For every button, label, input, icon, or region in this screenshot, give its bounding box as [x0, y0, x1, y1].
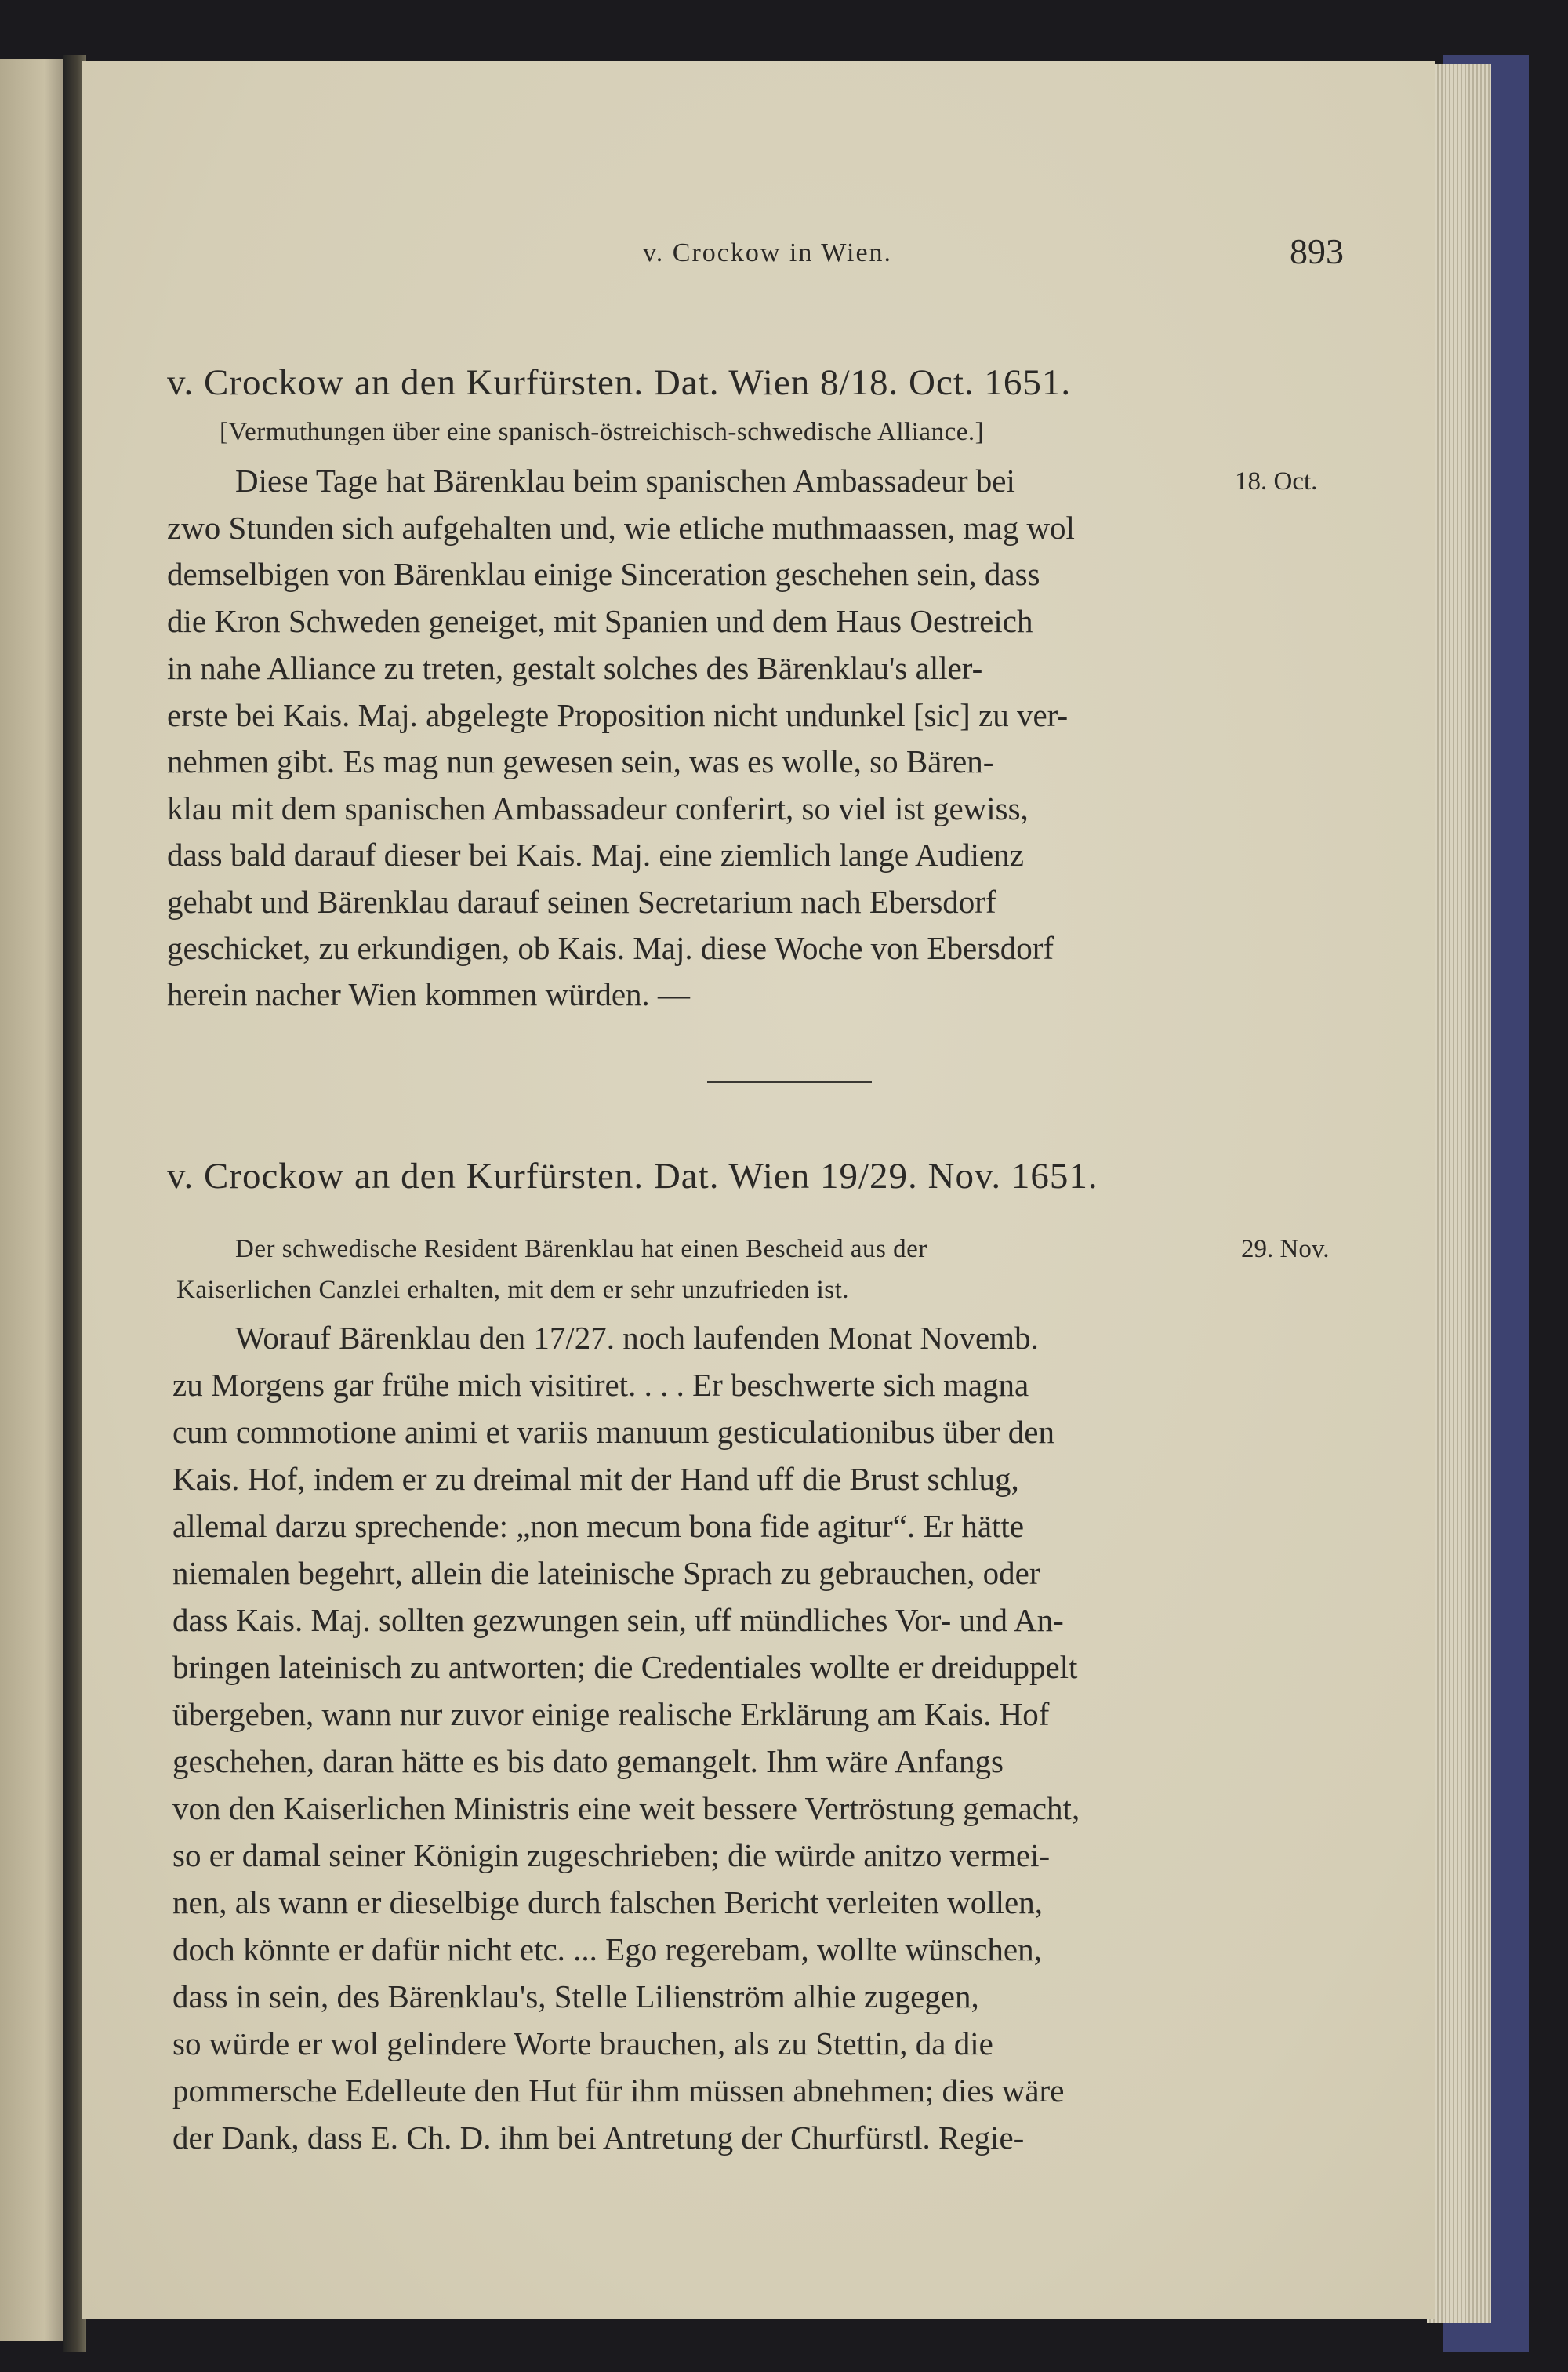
letter-2-line: so er damal seiner Königin zugeschrieben; die würde anitzo vermei-: [172, 1837, 1051, 1873]
section-separator: [707, 1081, 872, 1083]
letter-1-summary: [Vermuthungen über eine spanisch-östreichisch-schwedische Alliance.]: [220, 418, 985, 446]
letter-1-margin-date: 18. Oct.: [1235, 467, 1318, 496]
letter-1-line: Diese Tage hat Bärenklau beim spanischen Ambassadeur bei: [235, 463, 1015, 499]
letter-2-line: Kais. Hof, indem er zu dreimal mit der Hand uff die Brust schlug,: [172, 1461, 1019, 1497]
letter-2-line: zu Morgens gar frühe mich visitiret. . . . Er beschwerte sich magna: [172, 1367, 1029, 1403]
letter-2-summary-line: Kaiserlichen Canzlei erhalten, mit dem er sehr unzufrieden ist.: [176, 1276, 850, 1304]
letter-2-line: Worauf Bärenklau den 17/27. noch laufenden Monat Novemb.: [235, 1320, 1039, 1356]
letter-2-line: cum commotione animi et variis manuum gesticulationibus über den: [172, 1414, 1054, 1450]
letter-2-heading: v. Crockow an den Kurfürsten. Dat. Wien 19/29. Nov. 1651.: [167, 1156, 1098, 1197]
letter-1-line: geschicket, zu erkundigen, ob Kais. Maj. diese Woche von Ebersdorf: [167, 930, 1054, 966]
letter-2-line: bringen lateinisch zu antworten; die Credentiales wollte er dreiduppelt: [172, 1649, 1078, 1685]
letter-1-line: klau mit dem spanischen Ambassadeur conferirt, so viel ist gewiss,: [167, 790, 1029, 826]
letter-1-line: dass bald darauf dieser bei Kais. Maj. eine ziemlich lange Audienz: [167, 837, 1024, 873]
letter-2-line: dass Kais. Maj. sollten gezwungen sein, uff mündliches Vor- und An-: [172, 1602, 1064, 1638]
letter-2-line: pommersche Edelleute den Hut für ihm müssen abnehmen; dies wäre: [172, 2072, 1065, 2109]
letter-2-line: niemalen begehrt, allein die lateinische Sprach zu gebrauchen, oder: [172, 1555, 1040, 1591]
letter-2-line: der Dank, dass E. Ch. D. ihm bei Antretung der Churfürstl. Regie-: [172, 2120, 1025, 2156]
letter-2-summary-line: Der schwedische Resident Bärenklau hat einen Bescheid aus der: [235, 1235, 927, 1263]
running-head-title: v. Crockow in Wien.: [643, 238, 893, 267]
letter-1-line: erste bei Kais. Maj. abgelegte Proposition nicht undunkel [sic] zu ver-: [167, 697, 1069, 733]
letter-2-line: dass in sein, des Bärenklau's, Stelle Lilienström alhie zugegen,: [172, 1978, 979, 2014]
letter-2-line: von den Kaiserlichen Ministris eine weit bessere Vertröstung gemacht,: [172, 1790, 1080, 1826]
letter-2-line: geschehen, daran hätte es bis dato gemangelt. Ihm wäre Anfangs: [172, 1743, 1004, 1779]
letter-2-line: so würde er wol gelindere Worte brauchen, als zu Stettin, da die: [172, 2025, 993, 2061]
letter-1-line: in nahe Alliance zu treten, gestalt solches des Bärenklau's aller-: [167, 650, 983, 686]
letter-1-line: gehabt und Bärenklau darauf seinen Secretarium nach Ebersdorf: [167, 884, 996, 920]
page-number: 893: [1290, 231, 1344, 271]
letter-2-line: nen, als wann er dieselbige durch falschen Bericht verleiten wollen,: [172, 1884, 1044, 1920]
page-stack-edge: [1427, 64, 1491, 2323]
letter-1-line: zwo Stunden sich aufgehalten und, wie etliche muthmaassen, mag wol: [167, 510, 1075, 546]
letter-1-line: herein nacher Wien kommen würden. —: [167, 976, 691, 1012]
letter-1-heading: v. Crockow an den Kurfürsten. Dat. Wien 8/18. Oct. 1651.: [167, 362, 1072, 403]
book-page: [82, 61, 1435, 2319]
letter-1-line: nehmen gibt. Es mag nun gewesen sein, was es wolle, so Bären-: [167, 743, 994, 779]
letter-2-line: doch könnte er dafür nicht etc. ... Ego regerebam, wollte wünschen,: [172, 1931, 1042, 1967]
letter-2-margin-date: 29. Nov.: [1241, 1235, 1330, 1263]
letter-2-line: allemal darzu sprechende: „non mecum bona fide agitur“. Er hätte: [172, 1508, 1025, 1544]
letter-1-line: demselbigen von Bärenklau einige Sinceration geschehen sein, dass: [167, 556, 1040, 592]
letter-2-line: übergeben, wann nur zuvor einige realische Erklärung am Kais. Hof: [172, 1696, 1050, 1732]
letter-1-line: die Kron Schweden geneiget, mit Spanien und dem Haus Oestreich: [167, 603, 1033, 639]
